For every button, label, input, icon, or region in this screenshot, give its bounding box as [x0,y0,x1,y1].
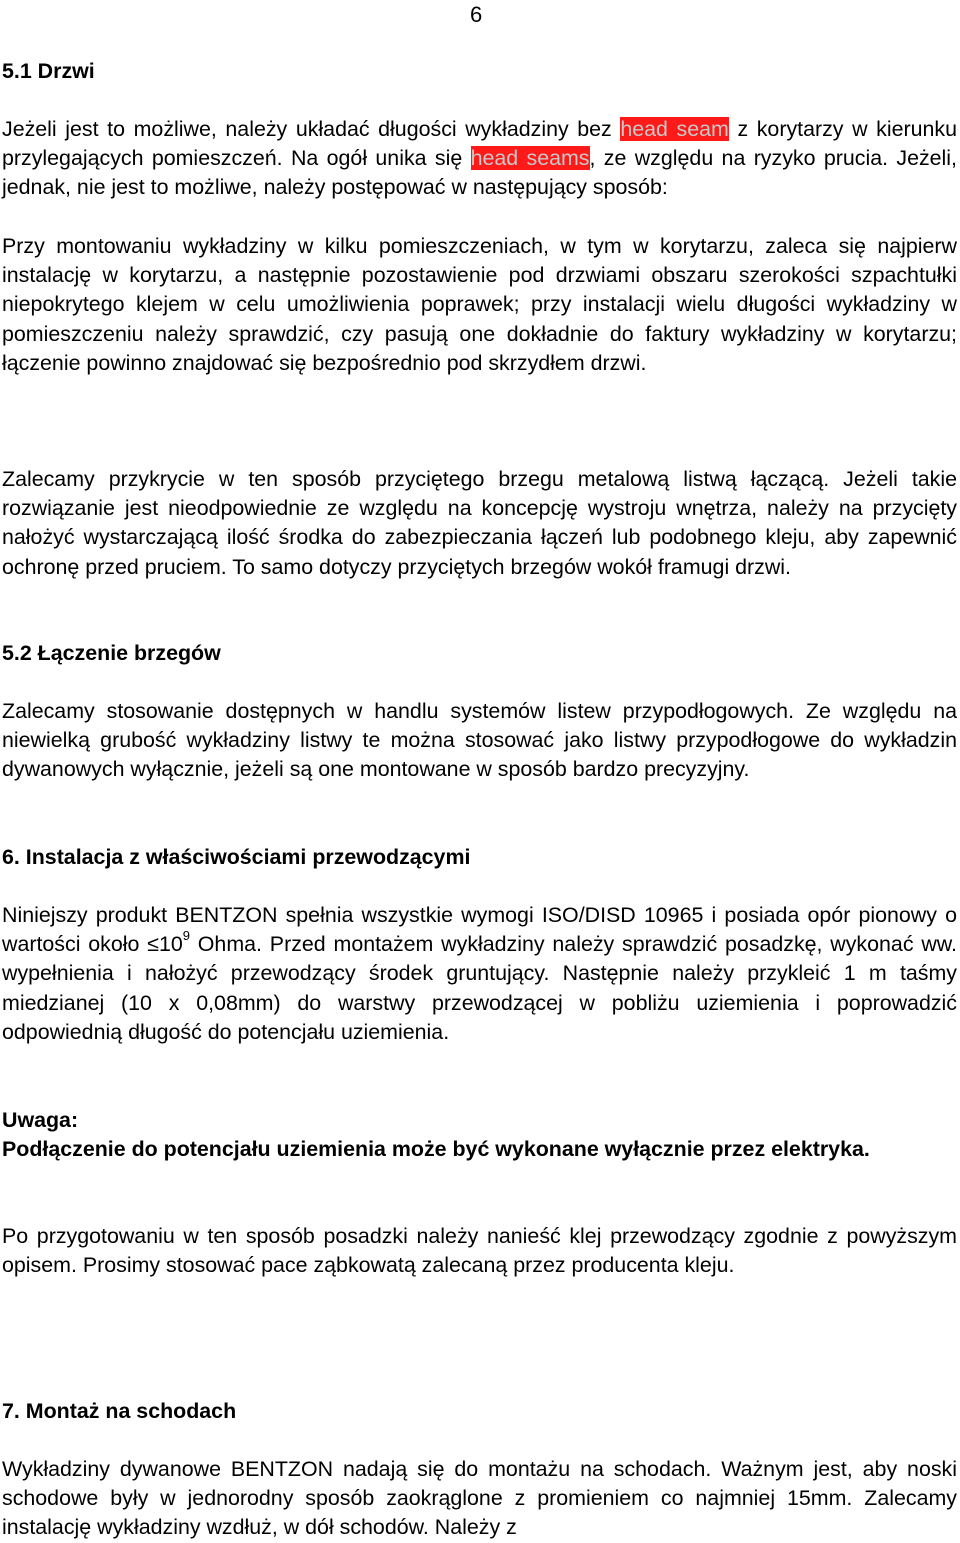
paragraph-6-adhesive: Po przygotowaniu w ten sposób posadzki należy nanieść klej przewodzący zgodnie z powyższym opisem. Prosimy stosować pace ząbkowatą zalecaną przez producenta kleju. [2,1224,957,1278]
page-number: 6 [470,2,483,27]
paragraph-5-1-intro [2,115,957,203]
text-segment: , ze względu na ryzyko prucia. Jeżeli, jednak, nie jest to możliwe, należy postępować w następujący sposób: [2,146,958,200]
text-segment: Jeżeli jest to możliwe, należy układać długości wykładziny bez [2,117,621,141]
section-heading-7: 7. Montaż na schodach [2,1399,237,1423]
paragraph-6-conductive [2,901,957,1047]
superscript-exponent: 9 [182,928,190,944]
warning-label: Uwaga: [2,1108,79,1132]
text-segment: Ohma. Przed montażem wykładziny należy sprawdzić posadzkę, wykonać ww. wypełnienia i nałożyć przewodzący środek gruntujący. Następnie należy przykleić 1 m taśmy miedzianej (10 x 0,08mm) do warstwy przewodzącej w pobliżu uziemienia i poprowadzić odpowiednią długość do potencjału uziemienia. [2,932,957,1044]
text-segment: z korytarzy w kierunku przylegających pomieszczeń. Na ogół unika się [2,117,957,171]
section-heading-5-2: 5.2 Łączenie brzegów [2,641,221,665]
paragraph-7-stairs: Wykładziny dywanowe BENTZON nadają się do montażu na schodach. Ważnym jest, aby noski schodowe były w jednorodny sposób zaokrąglone z promieniem co najmniej 15mm. Zalecamy instalację wykładziny wzdłuż, w dół schodów. Należy z [2,1457,957,1540]
section-heading-6: 6. Instalacja z właściwościami przewodzącymi [2,845,471,869]
warning-text: Podłączenie do potencjału uziemienia może być wykonane wyłącznie przez elektryka. [2,1137,870,1161]
highlight-head-seam: head seam [620,117,729,141]
highlight-head-seams: head seams [470,146,590,171]
section-heading-5-1: 5.1 Drzwi [2,59,95,83]
paragraph-5-1-finishing: Zalecamy przykrycie w ten sposób przyciętego brzegu metalową listwą łączącą. Jeżeli takie rozwiązanie jest nieodpowiednie ze względu na koncepcję wystroju wnętrza, należy na przycięty nałożyć wystarczającą ilość środka do zabezpieczania łączeń lub podobnego kleju, aby zapewnić ochronę przed pruciem. To samo dotyczy przyciętych brzegów wokół framugi drzwi. [2,467,957,579]
text-segment: Niniejszy produkt BENTZON spełnia wszystkie wymogi ISO/DISD 10965 i posiada opór pionowy o wartości około ≤10 [2,903,957,957]
paragraph-5-2: Zalecamy stosowanie dostępnych w handlu systemów listew przypodłogowych. Ze względu na niewielką grubość wykładziny listwy te można stosować jako listwy przypodłogowe do wykładzin dywanowych wyłącznie, jeżeli są one montowane w sposób bardzo precyzyjny. [2,699,957,782]
paragraph-5-1-installation: Przy montowaniu wykładziny w kilku pomieszczeniach, w tym w korytarzu, zaleca się najpierw instalację w korytarzu, a następnie pozostawienie pod drzwiami obszaru szerokości szpachtułki niepokrytego klejem w celu umożliwienia poprawek; przy instalacji wielu długości wykładziny w pomieszczeniu należy sprawdzić, czy pasują one dokładnie do faktury wykładziny w korytarzu; łączenie powinno znajdować się bezpośrednio pod skrzydłem drzwi. [2,234,957,375]
